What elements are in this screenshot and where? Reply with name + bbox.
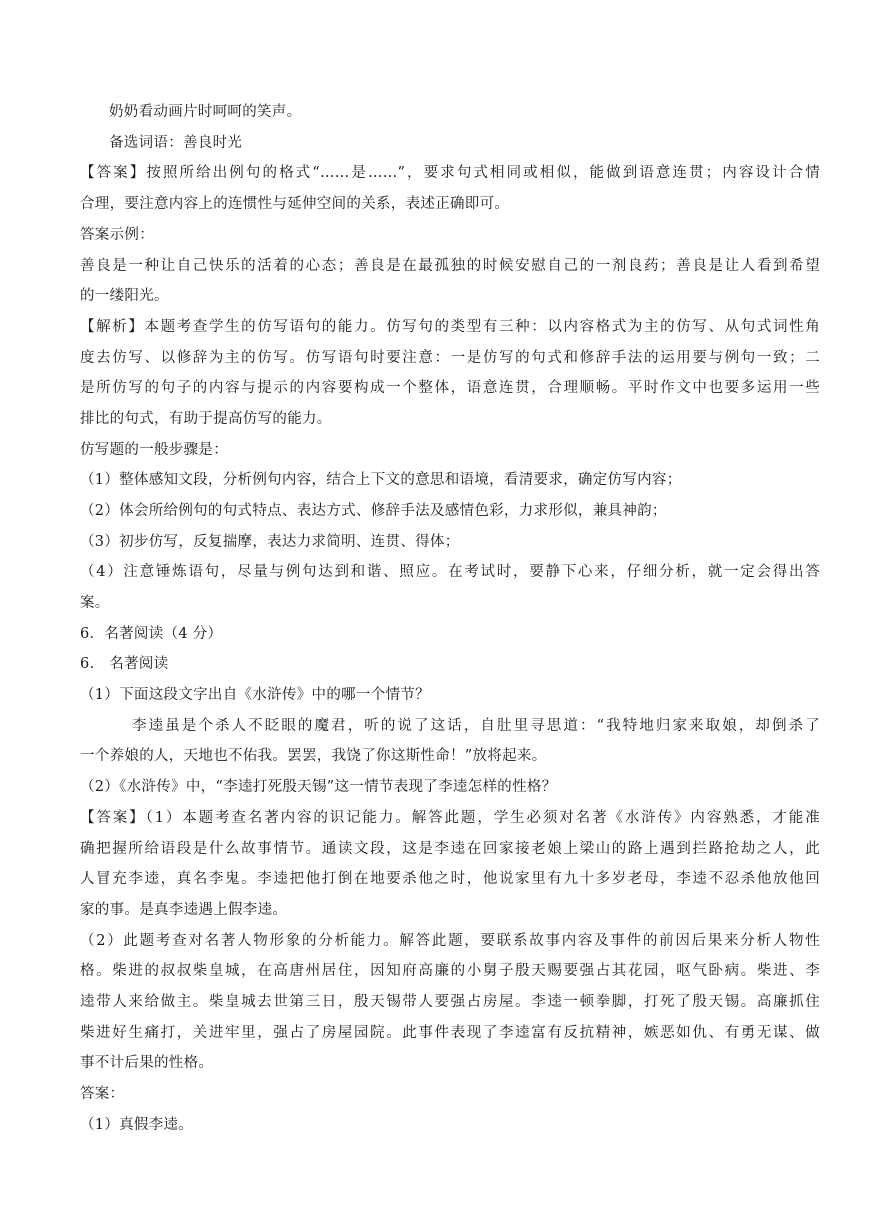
text-line: 仿写题的一般步骤是： xyxy=(80,442,228,458)
analysis-line: 【解析】本题考查学生的仿写语句的能力。仿写句的类型有三种：以内容格式为主的仿写、从句式词性角 xyxy=(80,319,820,335)
answer-line: 【答案】（1）本题考查名著内容的识记能力。解答此题，学生必须对名著《水浒传》内容熟悉，才能准 xyxy=(80,810,820,826)
step-item: （2）体会所给例句的句式特点、表达方式、修辞手法及感情色彩，力求形似，兼具神韵； xyxy=(80,503,667,519)
text-line: 格。柴进的叔叔柴皇城，在高唐州居住，因知府高廉的小舅子殷天赐要强占其花园，呕气卧病。柴进、李 xyxy=(80,963,820,979)
text-line: 案。 xyxy=(80,595,110,611)
text-line: 答案示例： xyxy=(80,227,154,243)
answer-line: 【答案】按照所给出例句的格式“……是……”，要求句式相同或相似，能做到语意连贯；内容设计合情 xyxy=(80,165,820,181)
step-item: （1）整体感知文段，分析例句内容，结合上下文的意思和语境，看清要求，确定仿写内容； xyxy=(80,472,682,488)
text-line: 人冒充李逵，真名李鬼。李逵把他打倒在地要杀他之时，他说家里有九十多岁老母，李逵不忍杀他放他回 xyxy=(80,871,820,887)
text-line: 度去仿写、以修辞为主的仿写。仿写语句时要注意：一是仿写的句式和修辞手法的运用要与例句一致；二 xyxy=(80,350,820,366)
text-line: 答案： xyxy=(80,1086,125,1102)
text-line: （2）此题考查对名著人物形象的分析能力。解答此题，要联系故事内容及事件的前因后果来分析人物性 xyxy=(80,933,820,949)
question-heading: 6．名著阅读（4 分） xyxy=(80,626,223,642)
question-item: （2）《水浒传》中，“李逵打死殷天锡”这一情节表现了李逵怎样的性格？ xyxy=(80,779,557,795)
question-heading: 6. 名著阅读 xyxy=(80,656,169,672)
text-line: 善良是一种让自己快乐的活着的心态；善良是在最孤独的时候安慰自己的一剂良药；善良是让人看到希望 xyxy=(80,258,820,274)
answer-item: （1）真假李逵。 xyxy=(80,1117,194,1133)
question-item: （1）下面这段文字出自《水浒传》中的哪一个情节？ xyxy=(80,687,430,703)
text-line: 备选词语：善良时光 xyxy=(109,135,243,151)
text-line: 逵带人来给做主。柴皇城去世第三日，殷天锡带人要强占房屋。李逵一顿拳脚，打死了殷天锡。高廉抓住 xyxy=(80,994,820,1010)
text-line: 奶奶看动画片时呵呵的笑声。 xyxy=(109,104,302,120)
text-line: 排比的句式，有助于提高仿写的能力。 xyxy=(80,411,332,427)
text-line: 事不计后果的性格。 xyxy=(80,1055,214,1071)
quote-line: 李逵虽是个杀人不眨眼的魔君，听的说了这话，自肚里寻思道：“我特地归家来取娘，却倒杀了 xyxy=(132,718,820,734)
text-line: 确把握所给语段是什么故事情节。通读文段，这是李逵在回家接老娘上梁山的路上遇到拦路抢劫之人，此 xyxy=(80,841,820,857)
text-line: 是所仿写的句子的内容与提示的内容要构成一个整体，语意连贯，合理顺畅。平时作文中也要多运用一些 xyxy=(80,380,820,396)
step-item: （3）初步仿写，反复揣摩，表达力求简明、连贯、得体； xyxy=(80,534,460,550)
text-line: 柴进好生痛打，关进牢里，强占了房屋园院。此事件表现了李逵富有反抗精神，嫉恶如仇、有勇无谋、做 xyxy=(80,1025,820,1041)
text-line: 的一缕阳光。 xyxy=(80,288,169,304)
text-line: 家的事。是真李逵遇上假李逵。 xyxy=(80,902,288,918)
text-line: 合理，要注意内容上的连惯性与延伸空间的关系，表述正确即可。 xyxy=(80,196,510,212)
quote-line: 一个养娘的人，天地也不佑我。罢罢，我饶了你这斯性命！”放将起来。 xyxy=(80,748,547,764)
step-item: （4）注意锤炼语句，尽量与例句达到和谐、照应。在考试时，要静下心来，仔细分析，就一定会得出答 xyxy=(80,564,820,580)
